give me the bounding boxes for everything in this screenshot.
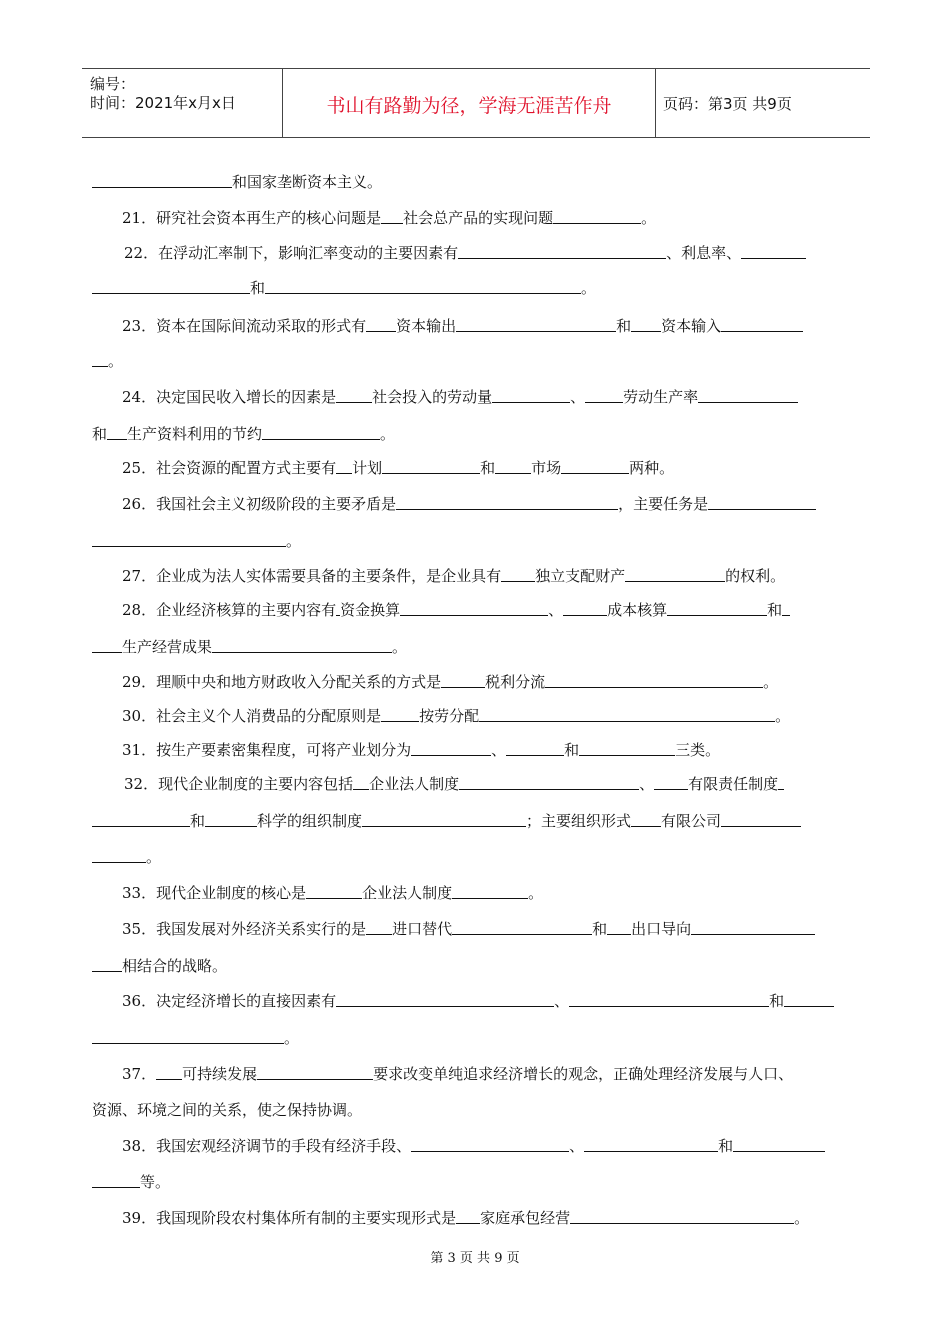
- blank: [336, 457, 352, 474]
- question-27: [122, 565, 785, 586]
- blank: [381, 705, 419, 722]
- text: 23．资本在国际间流动采取的形式有: [122, 317, 367, 335]
- question-35: [122, 918, 815, 939]
- question-22-cont: [92, 277, 596, 298]
- blank: [579, 739, 675, 756]
- blank: [569, 990, 769, 1007]
- blank: [92, 846, 146, 863]
- text: 39．我国现阶段农村集体所有制的主要实现形式是: [122, 1209, 457, 1227]
- question-28: [122, 599, 790, 620]
- question-39: [122, 1207, 809, 1228]
- blank: [262, 423, 380, 440]
- question-32: [124, 773, 784, 794]
- answer-text: 家庭承包经营: [480, 1209, 571, 1227]
- question-25: [122, 457, 674, 478]
- text: 和: [564, 741, 580, 759]
- blank: [92, 530, 286, 547]
- blank: [631, 810, 661, 827]
- blank: [366, 918, 392, 935]
- question-24: [122, 386, 798, 407]
- question-29: [122, 671, 778, 692]
- blank: [667, 599, 767, 616]
- text: 和: [92, 425, 108, 443]
- blank: [456, 315, 616, 332]
- text: 37．: [122, 1065, 157, 1083]
- answer-text: 计划: [352, 459, 383, 477]
- question-21: [122, 207, 656, 228]
- text: 。: [775, 707, 791, 725]
- blank: [362, 810, 526, 827]
- blank: [382, 457, 480, 474]
- blank: [441, 671, 485, 688]
- blank: [452, 882, 528, 899]
- text: 36．决定经济增长的直接因素有: [122, 992, 337, 1010]
- blank: [396, 493, 618, 510]
- text: 。: [284, 1029, 300, 1047]
- blank: [458, 242, 666, 259]
- text: 32．现代企业制度的主要内容包括: [124, 775, 354, 793]
- blank: [353, 773, 369, 790]
- text: 24．决定国民收入增长的因素是: [122, 388, 337, 406]
- blank: [92, 1171, 140, 1188]
- question-37: [122, 1063, 793, 1084]
- text: 21．研究社会资本再生产的核心问题是: [122, 209, 382, 227]
- answer-text: 企业法人制度: [369, 775, 460, 793]
- text: 33．现代企业制度的核心是: [122, 884, 307, 902]
- text: 的权利。: [725, 567, 786, 585]
- text: 、: [570, 388, 586, 406]
- text: ，主要任务是: [618, 495, 709, 513]
- text: 。: [763, 673, 779, 691]
- answer-text: 市场: [531, 459, 562, 477]
- answer-text: 社会总产品的实现问题: [403, 209, 554, 227]
- answer-text: 有限责任制度: [688, 775, 779, 793]
- text: 、: [569, 1137, 585, 1155]
- answer-text: 税利分流: [485, 673, 546, 691]
- answer-text: 科学的组织制度: [257, 812, 363, 830]
- answer-text: 企业法人制度: [362, 884, 453, 902]
- text: 和: [592, 920, 608, 938]
- answer-text: 进口替代: [392, 920, 453, 938]
- document-header: [82, 68, 870, 138]
- text: 30．社会主义个人消费品的分配原则是: [122, 707, 382, 725]
- blank: [784, 990, 834, 1007]
- blank: [585, 386, 623, 403]
- question-33: [122, 882, 543, 903]
- question-37-cont: [92, 1100, 362, 1120]
- text: 和: [769, 992, 785, 1010]
- question-26: [122, 493, 816, 514]
- question-32-cont: [92, 810, 801, 831]
- question-24-cont: [92, 423, 395, 444]
- blank: [92, 955, 122, 972]
- text: 29．理顺中央和地方财政收入分配关系的方式是: [122, 673, 442, 691]
- text: 27．企业成为法人实体需要具备的主要条件，是企业具有: [122, 567, 502, 585]
- blank: [306, 882, 362, 899]
- answer-text: 出口导向: [631, 920, 692, 938]
- blank: [212, 636, 392, 653]
- blank: [107, 423, 127, 440]
- blank: [411, 739, 491, 756]
- text: 22．在浮动汇率制下，影响汇率变动的主要因素有: [124, 244, 459, 262]
- blank: [459, 773, 639, 790]
- text: 和: [190, 812, 206, 830]
- blank: [336, 990, 554, 1007]
- text: 。: [108, 352, 124, 370]
- text: 。: [641, 209, 657, 227]
- time-label: 时间：2021年x月x日: [90, 94, 236, 112]
- text: 。: [581, 279, 597, 297]
- text: 、: [548, 601, 564, 619]
- text: 要求改变单纯追求经济增长的观念，正确处理经济发展与人口、: [373, 1065, 794, 1083]
- text: 。: [286, 532, 302, 550]
- question-30: [122, 705, 790, 726]
- blank: [545, 671, 763, 688]
- blank: [495, 457, 531, 474]
- answer-text: 资金换算: [340, 601, 401, 619]
- blank: [492, 386, 570, 403]
- blank: [721, 810, 801, 827]
- text: 、利息率、: [666, 244, 742, 262]
- answer-text: 生产资料利用的节约: [127, 425, 263, 443]
- text: 资源、环境之间的关系，使之保持协调。: [92, 1101, 363, 1119]
- question-38: [122, 1135, 825, 1156]
- blank: [631, 315, 661, 332]
- blank: [584, 1135, 718, 1152]
- question-36-cont: [92, 1027, 299, 1048]
- header-meta-cell: [82, 69, 282, 137]
- text: 35．我国发展对外经济关系实行的是: [122, 920, 367, 938]
- question-23-cont: [92, 350, 123, 371]
- question-32-cont2: [92, 846, 161, 867]
- blank: [452, 918, 592, 935]
- blank: [336, 386, 372, 403]
- question-31: [122, 739, 720, 760]
- text: 相结合的战略。: [122, 957, 228, 975]
- blank: [607, 918, 631, 935]
- text: 和: [767, 601, 783, 619]
- blank: [733, 1135, 825, 1152]
- text: 。: [794, 1209, 810, 1227]
- header-motto-cell: [282, 69, 656, 137]
- answer-text: 可持续发展: [182, 1065, 258, 1083]
- text: 25．社会资源的配置方式主要有: [122, 459, 337, 477]
- blank: [506, 739, 564, 756]
- blank: [778, 773, 784, 790]
- text: 。: [392, 638, 408, 656]
- text: 三类。: [675, 741, 721, 759]
- blank: [411, 1135, 569, 1152]
- blank: [782, 599, 790, 616]
- question-23: [122, 315, 803, 336]
- question-36: [122, 990, 834, 1011]
- blank: [570, 1207, 794, 1224]
- answer-text: 社会投入的劳动量: [372, 388, 493, 406]
- text: 。: [146, 848, 162, 866]
- text: 和: [616, 317, 632, 335]
- blank: [92, 1027, 284, 1044]
- blank: [92, 171, 232, 188]
- text: 和国家垄断资本主义。: [232, 173, 383, 191]
- blank: [721, 315, 803, 332]
- motto-text: 书山有路勤为径，学海无涯苦作舟: [326, 95, 612, 117]
- text: 。: [380, 425, 396, 443]
- answer-text: 有限公司: [661, 812, 722, 830]
- page-info: 页码：第3页 共9页: [663, 95, 792, 113]
- question-28-cont: [92, 636, 407, 657]
- answer-text: 生产经营成果: [122, 638, 213, 656]
- text: 。: [528, 884, 544, 902]
- blank: [563, 599, 607, 616]
- page-footer: 第 3 页 共 9 页: [430, 1251, 520, 1266]
- question-22: [124, 242, 806, 263]
- blank: [381, 207, 403, 224]
- blank: [205, 810, 257, 827]
- blank: [92, 350, 108, 367]
- blank: [257, 1063, 373, 1080]
- blank: [400, 599, 548, 616]
- text: 和: [250, 279, 266, 297]
- answer-text: 独立支配财产: [535, 567, 626, 585]
- blank: [501, 565, 535, 582]
- answer-text: 资本输入: [661, 317, 722, 335]
- text: 38．我国宏观经济调节的手段有经济手段、: [122, 1137, 412, 1155]
- blank: [553, 207, 641, 224]
- blank: [265, 277, 581, 294]
- blank: [698, 386, 798, 403]
- text: 两种。: [629, 459, 675, 477]
- question-35-cont: [92, 955, 227, 976]
- question-38-cont: [92, 1171, 170, 1192]
- text: 、: [639, 775, 655, 793]
- blank: [92, 277, 250, 294]
- blank: [691, 918, 815, 935]
- blank: [741, 242, 806, 259]
- text: 、: [491, 741, 507, 759]
- blank: [156, 1063, 182, 1080]
- text: 和: [480, 459, 496, 477]
- header-page-cell: [655, 69, 870, 137]
- text: 31．按生产要素密集程度，可将产业划分为: [122, 741, 412, 759]
- text: ；主要组织形式: [526, 812, 632, 830]
- text: 28．企业经济核算的主要内容有: [122, 601, 337, 619]
- blank: [92, 810, 190, 827]
- answer-text: 成本核算: [607, 601, 668, 619]
- blank: [456, 1207, 480, 1224]
- answer-text: 资本输出: [396, 317, 457, 335]
- blank: [654, 773, 688, 790]
- text: 等。: [140, 1173, 171, 1191]
- blank: [708, 493, 816, 510]
- text: 、: [554, 992, 570, 1010]
- blank: [366, 315, 396, 332]
- question-26-cont: [92, 530, 301, 551]
- blank: [561, 457, 629, 474]
- answer-text: 按劳分配: [419, 707, 480, 725]
- blank: [625, 565, 725, 582]
- text: 26．我国社会主义初级阶段的主要矛盾是: [122, 495, 397, 513]
- text: 和: [718, 1137, 734, 1155]
- answer-text: 劳动生产率: [623, 388, 699, 406]
- blank: [92, 636, 122, 653]
- line-l0: [92, 171, 382, 192]
- blank: [479, 705, 775, 722]
- number-label: 编号：: [90, 75, 136, 93]
